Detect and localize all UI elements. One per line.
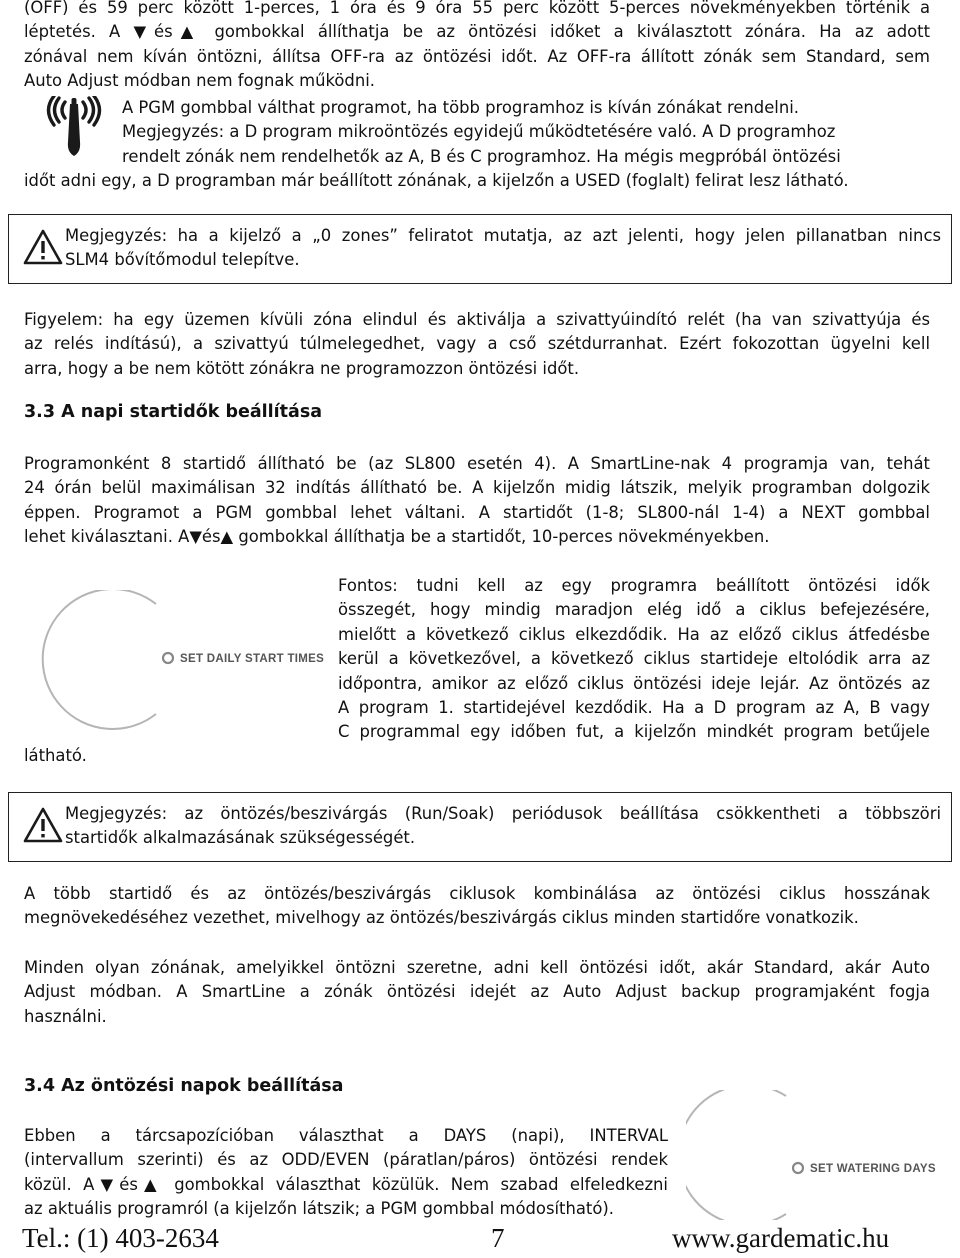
combo-line: A több startidő és az öntözés/beszivárgás ciklusok kombinálása az öntözési ciklus hosszának <box>24 884 930 903</box>
note-line: startidők alkalmazásának szükségességét. <box>65 828 416 848</box>
section-line: (intervallum szerinti) és az ODD/EVEN (páratlan/páros) öntözési rendek <box>24 1150 668 1170</box>
note-box-zones <box>8 214 952 284</box>
section-line: éppen. Programot a PGM gombbal lehet váltani. A startidőt (1-8; SL800-nál 1-4) a NEXT gombbal <box>24 502 930 522</box>
intro-line: Auto Adjust módban nem fognak működni. <box>24 71 375 91</box>
zones-paragraph <box>24 956 930 1029</box>
dial-label: SET DAILY START TIMES <box>180 653 325 665</box>
dial-set-daily-start-times <box>16 590 326 730</box>
dial-indicator-icon <box>793 1163 803 1173</box>
section-3-3-paragraph <box>24 452 930 550</box>
warning-triangle-icon <box>23 229 63 269</box>
intro-paragraph <box>24 0 930 94</box>
intro-line: (OFF) és 59 perc között 1-perces, 1 óra és 9 óra 55 perc között 5-perces növekményekben történik a <box>24 0 930 17</box>
fontos-line: C programmal egy időben fut, a kijelzőn mindkét program betűjele <box>338 722 930 742</box>
combo-line: megnövekedéséhez vezethet, mivelhogy az öntözés/beszivárgás ciklus minden startidőre vonatkozik. <box>24 908 859 928</box>
section-line: Ebben a tárcsapozícióban választhat a DAYS (napi), INTERVAL <box>24 1126 668 1145</box>
fontos-paragraph <box>338 574 930 745</box>
pgm-line: Megjegyzés: a D program mikroöntözés egyidejű működtetésére való. A D programhoz <box>122 122 836 142</box>
note-box-run-soak <box>8 792 952 862</box>
footer-page-number: 7 <box>491 1223 505 1253</box>
warning-line: arra, hogy a be nem kötött zónákra ne programozzon öntözési időt. <box>24 358 580 378</box>
note-line: Megjegyzés: ha a kijelző a „0 zones” feliratot mutatja, az azt jelenti, hogy jelen pillanatban nincs <box>65 226 941 245</box>
fontos-line: kerül a következővel, a következő ciklus startideje eltolódik arra az <box>338 649 930 669</box>
zones-line: Minden olyan zónának, amelyikkel öntözni szeretne, adni kell öntözési időt, akár Standard, akár Auto <box>24 958 930 977</box>
fontos-line: időpontra, amikor az előző ciklus öntözési ideje lejár. Az öntözés az <box>338 673 930 693</box>
note-line: Megjegyzés: az öntözés/beszivárgás (Run/Soak) periódusok beállítása csökkentheti a többszöri <box>65 804 941 823</box>
warning-line: Figyelem: ha egy üzemen kívüli zóna elindul és aktiválja a szivattyúindító relét (ha van szivattyúja és <box>24 310 930 329</box>
pgm-paragraph <box>122 96 930 169</box>
warning-line: az relés indítású), a szivattyú túlmelegedhet, vagy a cső szétdurranhat. Ezért fokozottan ügyelni kell <box>24 334 930 354</box>
section-line: közül. A▼és▲ gombokkal választhat közülük. Nem szabad elfeledkezni <box>24 1174 668 1194</box>
section-line: lehet kiválasztani. A▼és▲ gombokkal állíthatja be a startidőt, 10-perces növekményekben. <box>24 527 770 547</box>
section-heading-3-3: 3.3 A napi startidők beállítása <box>24 402 323 422</box>
section-line: 24 órán belül maximálisan 32 indítás állítható be. A kijelzőn midig látszik, melyik programban dolgozik <box>24 478 930 498</box>
fontos-line: összegét, hogy mindig maradjon elég idő a ciklus befejezésére, <box>338 600 930 620</box>
warning-paragraph <box>24 308 930 381</box>
fontos-line: látható. <box>24 746 87 765</box>
fontos-tail <box>24 744 87 768</box>
section-3-4-paragraph <box>24 1124 668 1222</box>
pgm-line: rendelt zónák nem rendelhetők az A, B és C programhoz. Ha mégis megpróbál öntözési <box>122 146 841 166</box>
section-line: az aktuális programról (a kijelzőn látszik; a PGM gombbal módosítható). <box>24 1199 614 1219</box>
footer-phone: Tel.: (1) 403-2634 <box>22 1223 219 1253</box>
pgm-line: A PGM gombbal válthat programot, ha több programhoz is kíván zónákat rendelni. <box>122 98 800 117</box>
fontos-line: Fontos: tudni kell az egy programra beállított öntözési idők <box>338 576 930 595</box>
pgm-full-line <box>24 169 930 193</box>
warning-triangle-icon <box>23 807 63 847</box>
note-line: SLM4 bővítőmodul telepítve. <box>65 250 300 270</box>
footer-website[interactable]: www.gardematic.hu <box>672 1223 890 1253</box>
pgm-antenna-icon <box>46 96 102 160</box>
combo-paragraph <box>24 882 930 931</box>
fontos-line: mielőtt a következő ciklus elkezdődik. Ha az előző ciklus átfedésbe <box>338 624 930 644</box>
zones-line: használni. <box>24 1006 107 1026</box>
section-heading-3-4: 3.4 Az öntözési napok beállítása <box>24 1076 344 1096</box>
fontos-line: A program 1. startidejével kezdődik. Ha a D program az A, B vagy <box>338 698 930 718</box>
dial-indicator-icon <box>163 653 173 663</box>
dial-set-watering-days <box>686 1090 960 1220</box>
pgm-line: időt adni egy, a D programban már beállított zónának, a kijelzőn a USED (foglalt) felirat lesz látható. <box>24 171 849 190</box>
intro-line: léptetés. A ▼és▲ gombokkal állíthatja be az öntözési időket a kiválasztott zónára. Ha az adott <box>24 22 930 42</box>
section-line: Programonként 8 startidő állítható be (az SL800 esetén 4). A SmartLine-nak 4 programja van, tehát <box>24 454 930 473</box>
dial-label: SET WATERING DAYS <box>810 1163 936 1175</box>
zones-line: Adjust módban. A SmartLine a zónák öntözési idejét az Auto Adjust backup programjaként fogja <box>24 982 930 1002</box>
intro-line: zónával nem kíván öntözni, állítsa OFF-ra az öntözési időt. Az OFF-ra állított zónák sem Standard, sem <box>24 46 930 66</box>
